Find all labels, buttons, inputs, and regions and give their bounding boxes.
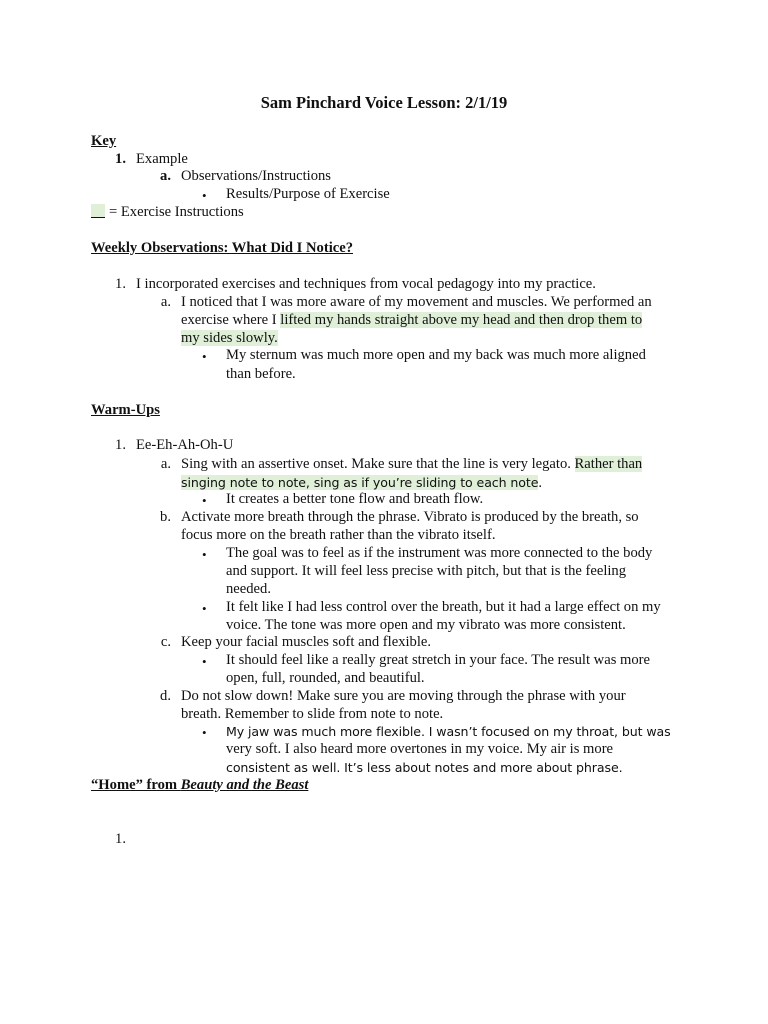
weekly-item-text: I incorporated exercises and techniques from vocal pedagogy into my practice.: [136, 276, 596, 292]
warmups-item-text: Ee-Eh-Ah-Oh-U: [136, 437, 234, 453]
key-level2-number: a.: [160, 168, 171, 184]
weekly-heading: Weekly Observations: What Did I Notice?: [91, 240, 354, 256]
warmups-a-line2: [181, 474, 542, 493]
warmups-heading: Warm-Ups: [91, 402, 160, 418]
bullet-icon: •: [202, 654, 207, 669]
key-level1-text: Example: [136, 151, 188, 167]
warmups-c-bullet-line2: open, full, rounded, and beautiful.: [226, 670, 425, 686]
warmups-c-line1: Keep your facial muscles soft and flexible.: [181, 634, 432, 650]
song-item-number: 1.: [115, 831, 126, 847]
weekly-a-line1: I noticed that I was more aware of my movement and muscles. We performed an: [181, 294, 652, 310]
bullet-icon: •: [202, 547, 207, 562]
warmups-d-bullet-line1: My jaw was much more flexible. I wasn’t focused on my throat, but was: [226, 724, 671, 739]
warmups-b-bullet1-line3: needed.: [226, 581, 271, 597]
warmups-b-bullet2-line1: It felt like I had less control over the breath, but it had a large effect on my: [226, 599, 661, 615]
warmups-d-line1: Do not slow down! Make sure you are moving through the phrase with your: [181, 688, 626, 704]
weekly-a-line3: [181, 330, 278, 348]
warmups-d-bullet-line2: very soft. I also heard more overtones in my voice. My air is more: [226, 741, 614, 757]
weekly-item-number: 1.: [115, 276, 126, 292]
warmups-b-line2: focus more on the breath rather than the vibrato itself.: [181, 527, 496, 543]
weekly-a-line2-highlight: lifted my hands straight above my head and then drop them to: [280, 312, 643, 328]
warmups-item-number: 1.: [115, 437, 126, 453]
song-heading-plain: “Home” from: [91, 777, 181, 793]
bullet-icon: •: [202, 601, 207, 616]
warmups-b-bullet1-line1: The goal was to feel as if the instrument was more connected to the body: [226, 545, 653, 561]
weekly-a-line2: [181, 312, 642, 330]
song-heading-title: Beauty and the Beast: [180, 777, 309, 793]
warmups-a-line1: [181, 456, 642, 474]
warmups-c-bullet-line1: It should feel like a really great stretch in your face. The result was more: [226, 652, 651, 668]
key-legend-text: = Exercise Instructions: [109, 204, 244, 220]
warmups-a-line2-end: .: [538, 475, 543, 491]
bullet-icon: •: [202, 493, 207, 508]
song-heading: [91, 777, 308, 795]
key-level2-text: Observations/Instructions: [181, 168, 331, 184]
warmups-a-line1-highlight: Rather than: [574, 456, 643, 472]
key-heading: Key: [91, 133, 117, 149]
warmups-d-bullet-line3: consistent as well. It’s less about notes and more about phrase.: [226, 760, 623, 775]
weekly-a-line3-highlight: my sides slowly.: [181, 330, 278, 346]
warmups-c-number: c.: [160, 634, 171, 650]
key-legend: [91, 204, 244, 222]
warmups-a-line2-highlight: singing note to note, sing as if you’re sliding to each note: [181, 475, 539, 490]
weekly-bullet-line2: than before.: [226, 366, 296, 382]
bullet-icon: •: [202, 188, 207, 203]
weekly-a-number: a.: [160, 294, 171, 310]
warmups-d-line2: breath. Remember to slide from note to note.: [181, 706, 444, 722]
warmups-b-number: b.: [160, 509, 171, 525]
warmups-b-bullet1-line2: and support. It will feel less precise with pitch, but that is the feeling: [226, 563, 627, 579]
page-title: Sam Pinchard Voice Lesson: 2/1/19: [260, 93, 508, 112]
highlight-swatch: [91, 204, 105, 218]
bullet-icon: •: [202, 725, 207, 740]
key-level3-text: Results/Purpose of Exercise: [226, 186, 390, 202]
warmups-a-bullet: It creates a better tone flow and breath flow.: [226, 491, 484, 507]
warmups-b-bullet2-line2: voice. The tone was more open and my vibrato was more consistent.: [226, 617, 626, 633]
warmups-d-number: d.: [160, 688, 171, 704]
warmups-a-number: a.: [160, 456, 171, 472]
bullet-icon: •: [202, 349, 207, 364]
warmups-b-line1: Activate more breath through the phrase. Vibrato is produced by the breath, so: [181, 509, 639, 525]
weekly-a-line2-plain: exercise where I: [181, 312, 281, 328]
weekly-bullet-line1: My sternum was much more open and my back was much more aligned: [226, 347, 646, 363]
key-level1-number: 1.: [115, 151, 126, 167]
warmups-a-line1-plain: Sing with an assertive onset. Make sure that the line is very legato.: [181, 456, 575, 472]
